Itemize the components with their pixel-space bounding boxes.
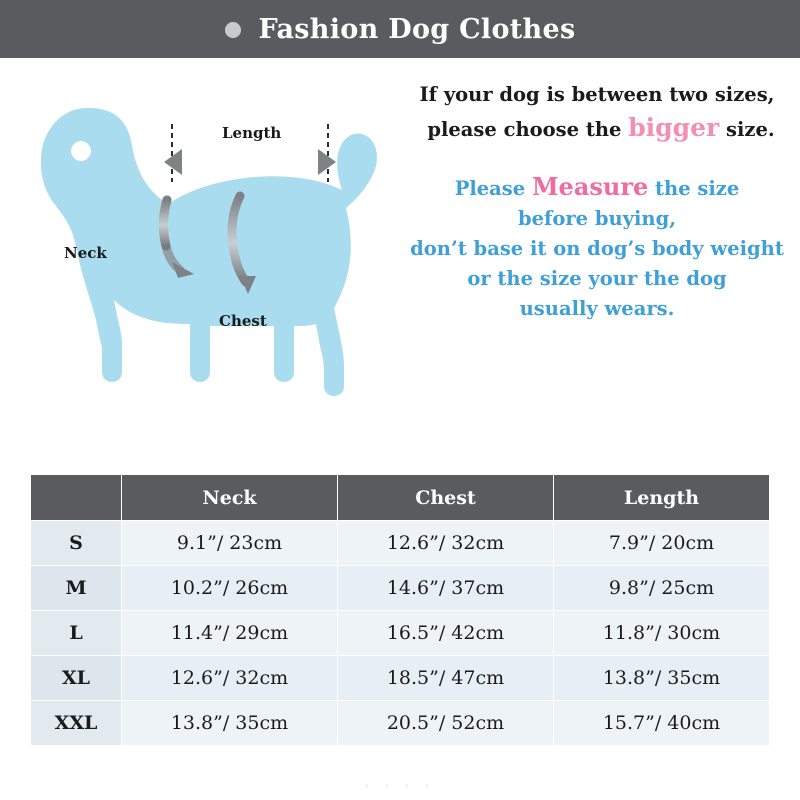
size-table-head [31, 475, 770, 521]
sizing-notes [398, 78, 796, 324]
cell-chest: 14.6”/ 37cm [338, 566, 554, 611]
cell-chest: 12.6”/ 32cm [338, 521, 554, 566]
table-header-row [31, 475, 770, 521]
cell-length: 13.8”/ 35cm [554, 656, 770, 701]
cell-chest: 16.5”/ 42cm [338, 611, 554, 656]
cell-neck: 12.6”/ 32cm [122, 656, 338, 701]
cell-length: 7.9”/ 20cm [554, 521, 770, 566]
measure-line-1-after: the size [648, 177, 740, 200]
table-header-neck: Neck [122, 475, 338, 521]
footer-decoration: • • • • [364, 778, 436, 793]
label-chest: Chest [219, 312, 267, 330]
cell-neck: 10.2”/ 26cm [122, 566, 338, 611]
measure-line-2: before buying, [517, 207, 677, 230]
table-header-length: Length [554, 475, 770, 521]
table-row [31, 566, 770, 611]
cell-chest: 20.5”/ 52cm [338, 701, 554, 746]
cell-size: S [31, 521, 122, 566]
measure-line-3: don’t base it on dog’s body weight [410, 237, 784, 260]
measure-line-5: usually wears. [519, 297, 675, 320]
cell-length: 15.7”/ 40cm [554, 701, 770, 746]
label-length: Length [222, 124, 282, 142]
double-arrow-horizontal-icon [164, 149, 336, 175]
cell-size: L [31, 611, 122, 656]
page-header [0, 0, 800, 58]
note-line-1: If your dog is between two sizes, [419, 83, 775, 106]
label-neck: Neck [64, 244, 107, 262]
cell-neck: 11.4”/ 29cm [122, 611, 338, 656]
size-table-body [31, 521, 770, 746]
table-row [31, 656, 770, 701]
table-header-chest: Chest [338, 475, 554, 521]
cell-length: 9.8”/ 25cm [554, 566, 770, 611]
note-bigger-highlight: bigger [628, 113, 720, 142]
note-line-2-before: please choose the [427, 118, 629, 141]
table-row [31, 701, 770, 746]
table-row [31, 521, 770, 566]
cell-length: 11.8”/ 30cm [554, 611, 770, 656]
measure-line-4: or the size your the dog [467, 267, 727, 290]
cell-neck: 13.8”/ 35cm [122, 701, 338, 746]
note-line-2-after: size. [719, 118, 775, 141]
cell-chest: 18.5”/ 47cm [338, 656, 554, 701]
measure-line-1-before: Please [454, 177, 532, 200]
size-table [30, 474, 770, 746]
size-chart-table [30, 474, 770, 746]
table-row [31, 611, 770, 656]
circle-dot-icon [225, 22, 241, 38]
cell-size: M [31, 566, 122, 611]
measure-line-1 [398, 172, 796, 204]
cell-neck: 9.1”/ 23cm [122, 521, 338, 566]
cell-size: XXL [31, 701, 122, 746]
measure-notes [398, 172, 796, 324]
page-title: Fashion Dog Clothes [258, 13, 576, 45]
note-line-2 [406, 111, 796, 146]
table-header-size [31, 475, 122, 521]
cell-size: XL [31, 656, 122, 701]
measurement-illustration [0, 58, 400, 458]
measure-highlight: Measure [531, 172, 649, 201]
